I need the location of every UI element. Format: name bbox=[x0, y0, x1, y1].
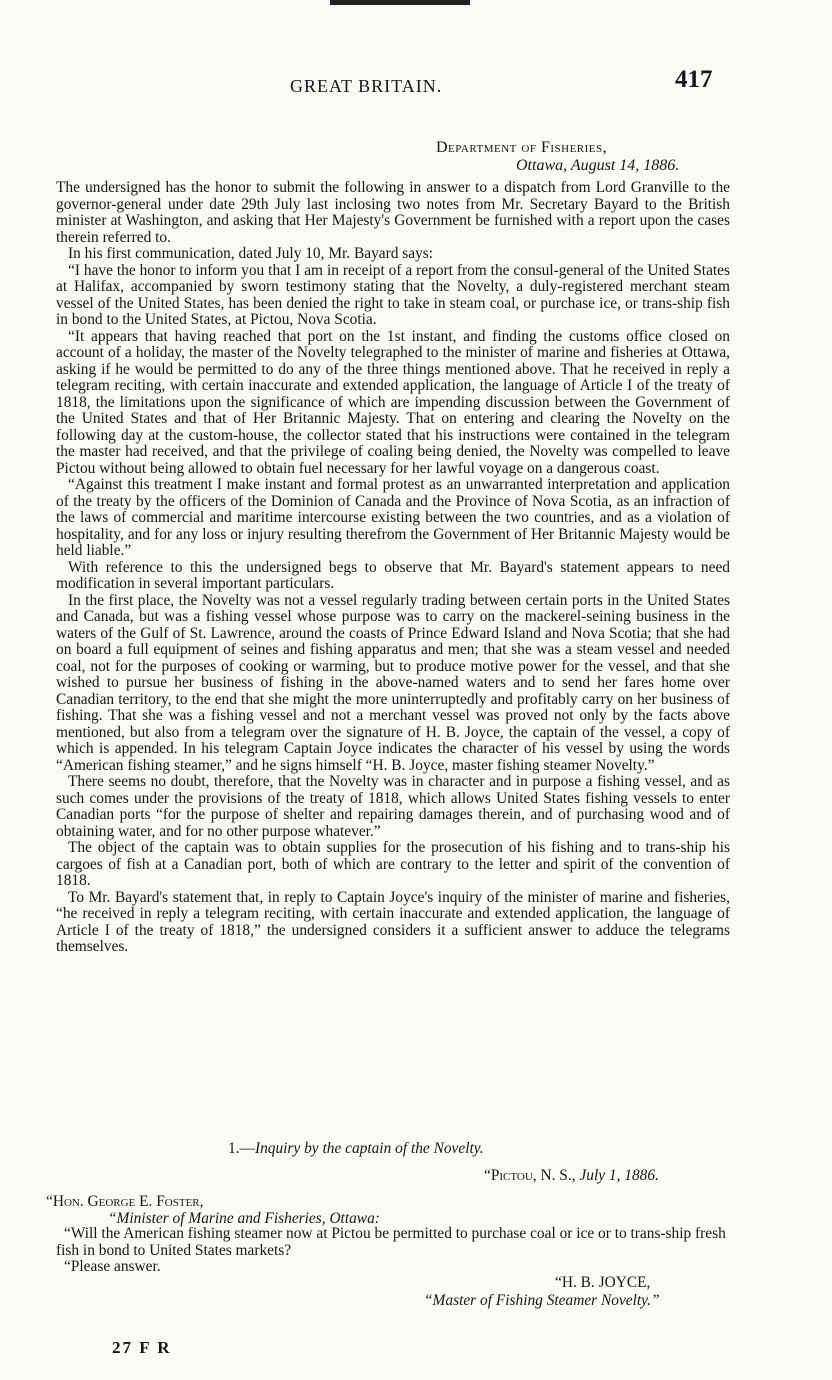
body-text bbox=[56, 180, 730, 956]
running-head: GREAT BRITAIN. bbox=[290, 76, 443, 96]
paragraph: “It appears that having reached that port on the 1st instant, and finding the customs office closed on account of a holiday, the master of the Novelty telegraphed to the minister of marine and fisheries at Ottawa, asking if he would be permitted to do any of the three things mentioned above. That he received in reply a telegram reciting, with certain inaccurate and extended application, the language of Article I of the treaty of 1818, the limitations upon the significance of which are impending discussion between the Government of the United States and that of Her Britannic Majesty. That on entering and clearing the Novelty on the following day at the custom-house, the collector stated that his instructions were contained in the telegram the master had received, and that the privilege of coaling being denied, the Novelty was compelled to leave Pictou without being allowed to obtain fuel necessary for her lawful voyage on a dangerous coast. bbox=[56, 327, 730, 477]
page-number: 417 bbox=[675, 66, 713, 93]
printer-signature-mark: 27 F R bbox=[112, 1338, 172, 1357]
telegram-paragraph: “Will the American fishing steamer now at Pictou be permitted to purchase coal or ice or to trans-ship fresh fish in bond to United States markets? bbox=[56, 1225, 726, 1259]
telegram-heading-number: 1.— bbox=[228, 1140, 255, 1157]
paragraph: With reference to this the undersigned begs to observe that Mr. Bayard's statement appears to need modification in several important particulars. bbox=[56, 558, 730, 592]
telegram-addressee-title: “Minister of Marine and Fisheries, Ottawa: bbox=[108, 1210, 380, 1227]
telegram-addressee: “Hon. George E. Foster, bbox=[46, 1193, 204, 1210]
paragraph: In his first communication, dated July 10, Mr. Bayard says: bbox=[68, 245, 434, 262]
telegram-place: “Pictou, N. S., bbox=[484, 1167, 580, 1184]
telegram-signer: “H. B. JOYCE, bbox=[555, 1274, 651, 1291]
department-line: Department of Fisheries, bbox=[436, 139, 608, 156]
paragraph: “I have the honor to inform you that I am in receipt of a report from the consul-general of the United States at Halifax, accompanied by sworn testimony stating that the Novelty, a duly-registered merchant steam vessel of the United States, has been denied the right to take in steam coal, or purchase ice, or trans-ship fish in bond to the United States, at Pictou, Nova Scotia. bbox=[56, 261, 730, 328]
telegram-body bbox=[56, 1226, 736, 1276]
paragraph: In the first place, the Novelty was not a vessel regularly trading between certain ports in the United States and Canada, but was a fishing vessel whose purpose was to carry on the mackerel-seining business in the waters of the Gulf of St. Lawrence, around the coasts of Prince Edward Island and Nova Scotia; that she had on board a full equipment of seines and fishing apparatus and men; that she was a steam vessel and needed coal, not for the purposes of cooking or warming, but to produce motive power for the vessel, and that she wished to pursue her business of fishing in the above-named waters and to send her fares home over Canadian territory, to the end that she might the more uninterruptedly and profitably carry on her business of fishing. That she was a fishing vessel and not a merchant vessel was proved not only by the facts above mentioned, but also from a telegram over the signature of H. B. Joyce, the captain of the vessel, a copy of which is appended. In his telegram Captain Joyce indicates the character of his vessel by using the words “American fishing steamer,” and he signs himself “H. B. Joyce, master fishing steamer Novelty.” bbox=[56, 591, 730, 774]
telegram-dateline bbox=[484, 1167, 659, 1185]
telegram-paragraph: “Please answer. bbox=[64, 1258, 161, 1275]
telegram-heading bbox=[228, 1140, 484, 1158]
telegram-heading-text: Inquiry by the captain of the Novelty. bbox=[254, 1140, 484, 1157]
top-rule bbox=[330, 0, 470, 5]
telegram-signer-title: “Master of Fishing Steamer Novelty.” bbox=[424, 1292, 660, 1309]
paragraph: There seems no doubt, therefore, that the Novelty was in character and in purpose a fishing vessel, and as such comes under the provisions of the treaty of 1818, which allows United States fishing vessels to enter Canadian ports “for the purpose of shelter and repairing damages therein, and of purchasing wood and of obtaining water, and for no other purpose whatever.” bbox=[56, 773, 730, 840]
place-date-text: Ottawa, August 14, 1886. bbox=[516, 157, 680, 174]
paragraph: To Mr. Bayard's statement that, in reply to Captain Joyce's inquiry of the minister of marine and fisheries, “he received in reply a telegram reciting, with certain inaccurate and extended application, the language of Article I of the treaty of 1818,” the undersigned considers it a sufficient answer to adduce the telegrams themselves. bbox=[56, 888, 730, 955]
place-date-line bbox=[516, 157, 679, 175]
telegram-date: July 1, 1886. bbox=[579, 1167, 659, 1184]
paragraph: The object of the captain was to obtain supplies for the prosecution of his fishing and to trans-ship his cargoes of fish at a Canadian port, both of which are contrary to the letter and spirit of the convention of 1818. bbox=[56, 839, 730, 889]
paragraph: “Against this treatment I make instant and formal protest as an unwarranted interpretation and application of the treaty by the officers of the Dominion of Canada and the Province of Nova Scotia, as an infraction of the laws of commercial and maritime intercourse existing between the two countries, and as a violation of hospitality, and for any loss or injury resulting therefrom the Government of Her Britannic Majesty would be held liable.” bbox=[56, 476, 730, 559]
paragraph: The undersigned has the honor to submit the following in answer to a dispatch from Lord Granville to the governor-general under date 29th July last inclosing two notes from Mr. Secretary Bayard to the British minister at Washington, and asking that Her Majesty's Government be furnished with a report upon the cases therein referred to. bbox=[56, 179, 730, 246]
